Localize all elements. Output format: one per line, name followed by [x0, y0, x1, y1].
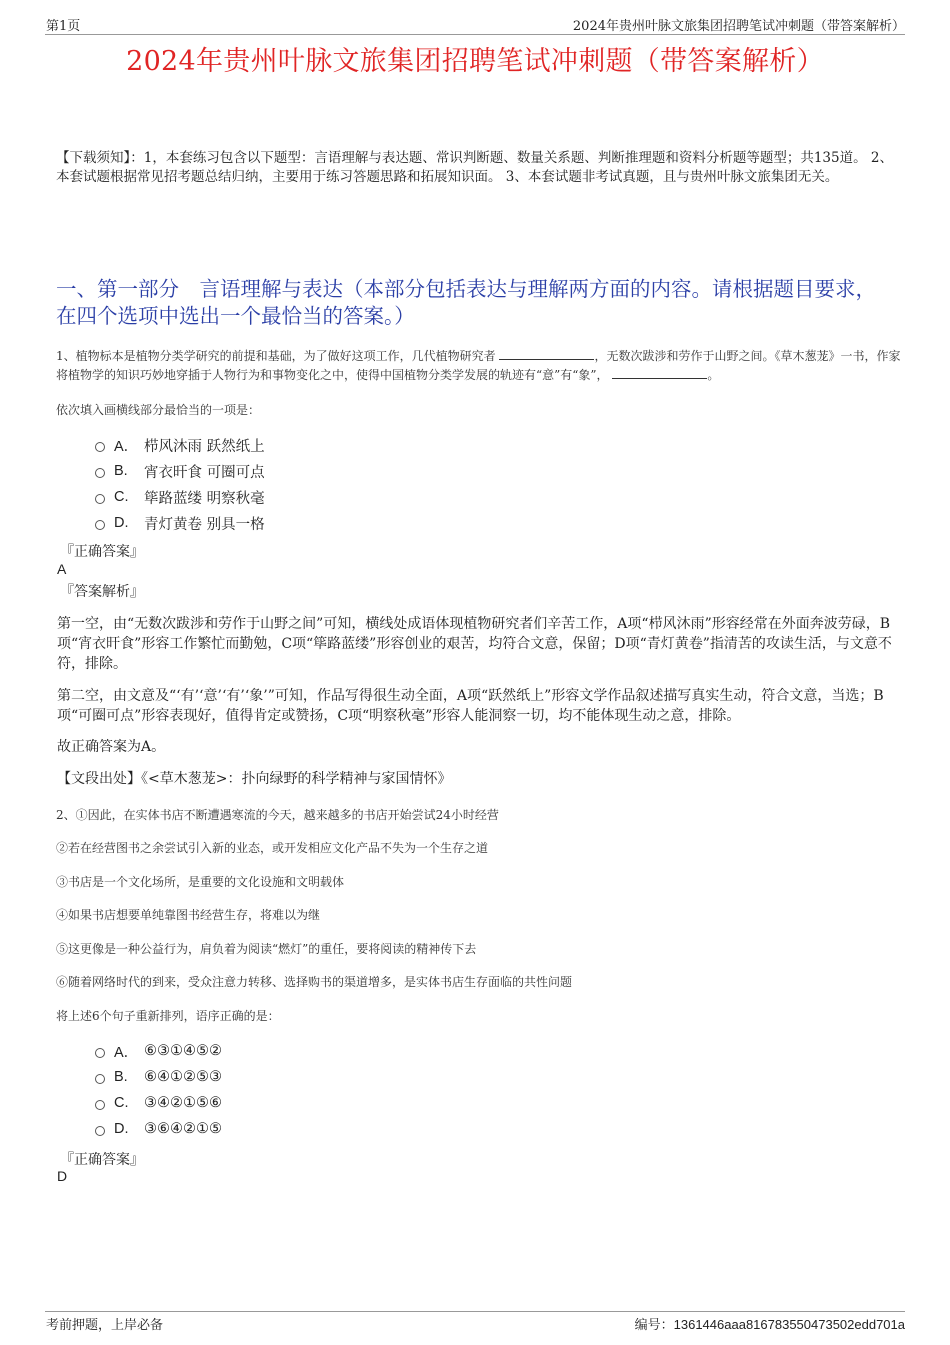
option-text: 栉风沐雨 跃然纸上: [144, 438, 265, 455]
q1-answer-label: 『正确答案』: [60, 544, 144, 560]
q1-prompt: 依次填入画横线部分最恰当的一项是：: [56, 403, 261, 417]
option-text: 青灯黄卷 别具一格: [144, 516, 265, 533]
q2-option-a[interactable]: [95, 1038, 222, 1064]
q1-options: [95, 432, 265, 536]
radio-icon[interactable]: [95, 468, 105, 478]
radio-icon[interactable]: [95, 494, 105, 504]
footer-slogan: 考前押题，上岸必备: [46, 1318, 164, 1333]
q2-prompt: 将上述6个句子重新排列，语序正确的是：: [56, 1009, 280, 1023]
option-letter: D.: [114, 1121, 129, 1137]
option-letter: B.: [114, 463, 128, 479]
q2-sentence-5: ⑤这更像是一种公益行为，肩负着为阅读“燃灯”的重任，要将阅读的精神传下去: [56, 942, 477, 956]
footer-code-value: 1361446aaa816783550473502edd701a: [673, 1317, 905, 1332]
q1-blank-2: [612, 365, 707, 379]
q2-options: [95, 1038, 222, 1142]
q1-analysis-1: 第一空，由“无数次跋涉和劳作于山野之间”可知，横线处成语体现植物研究者们辛苦工作，A项“栉风沐雨”形容经常在外面奔波劳碌，B项“宵衣旰食”形容工作繁忙而勤勉，C项“筚路蓝缕”形容创业的艰苦，均符合文意，保留；D项“青灯黄卷”指清苦的攻读生活，与文意不符，排除。: [57, 616, 892, 672]
q1-stem: [56, 346, 901, 384]
footer-code-label: 编号：: [634, 1318, 674, 1333]
radio-icon[interactable]: [95, 442, 105, 452]
download-notice: 【下载须知】：1，本套练习包含以下题型：言语理解与表达题、常识判断题、数量关系题、判断推理题和资料分析题等题型；共135道。 2、本套试题根据常见招考题总结归纳，主要用于练习答题思路和拓展知识面。 3、本套试题非考试真题，且与贵州叶脉文旅集团无关。: [56, 150, 893, 185]
q2-option-b[interactable]: [95, 1064, 222, 1090]
q1-stem-part-c: 。: [707, 368, 720, 382]
q1-option-a[interactable]: [95, 432, 265, 458]
q1-source: 【文段出处】《<草木葱茏>：扑向绿野的科学精神与家国情怀》: [57, 771, 452, 787]
q2-answer-label: 『正确答案』: [60, 1152, 144, 1168]
option-text: 筚路蓝缕 明察秋毫: [144, 490, 265, 507]
q1-conclusion: 故正确答案为A。: [57, 739, 166, 755]
q2-sentence-4: ④如果书店想要单纯靠图书经营生存，将难以为继: [56, 908, 321, 922]
radio-icon[interactable]: [95, 1048, 105, 1058]
section-title: 一、第一部分 言语理解与表达（本部分包括表达与理解两方面的内容。请根据题目要求，在四个选项中选出一个最恰当的答案。）: [56, 277, 876, 328]
option-text: ⑥③①④⑤②: [144, 1043, 222, 1059]
q1-option-b[interactable]: [95, 458, 265, 484]
option-letter: D.: [114, 515, 129, 531]
option-letter: A．: [114, 438, 139, 455]
page-number: 第1页: [46, 19, 81, 34]
q1-analysis-2: 第二空，由文意及“‘有’‘意’‘有’‘象’”可知，作品写得很生动全面，A项“跃然纸上”形容文学作品叙述描写真实生动，符合文意，当选；B项“可圈可点”形容表现好，值得肯定或赞扬，C项“明察秋毫”形容人能洞察一切，均不能体现生动之意，排除。: [57, 688, 884, 724]
q2-answer: D: [57, 1168, 68, 1184]
q1-stem-part-a: 1、植物标本是植物分类学研究的前提和基础，为了做好这项工作，几代植物研究者: [56, 349, 496, 363]
q1-option-c[interactable]: [95, 484, 265, 510]
option-text: ③⑥④②①⑤: [144, 1121, 222, 1137]
q2-sentence-1: 2、①因此，在实体书店不断遭遇寒流的今天，越来越多的书店开始尝试24小时经营: [56, 808, 499, 822]
q1-answer: A: [57, 561, 67, 577]
option-letter: C.: [114, 489, 129, 505]
q1-stem-part-b: ，无数次跋涉和劳作于山野之间。《草木葱茏》一书，作家将植物学的知识巧妙地穿插于人物行为和事物变化之中，使得中国植物分类学发展的轨迹有“意”有“象”，: [56, 349, 901, 382]
footer-code: [635, 1314, 905, 1333]
option-letter: A．: [114, 1044, 139, 1061]
q2-sentence-2: ②若在经营图书之余尝试引入新的业态，或开发相应文化产品不失为一个生存之道: [56, 841, 489, 855]
radio-icon[interactable]: [95, 520, 105, 530]
option-text: 宵衣旰食 可圈可点: [144, 464, 265, 481]
option-letter: C.: [114, 1095, 129, 1111]
header-divider: [45, 34, 905, 35]
q2-sentence-3: ③书店是一个文化场所，是重要的文化设施和文明载体: [56, 875, 345, 889]
radio-icon[interactable]: [95, 1074, 105, 1084]
option-text: ⑥④①②⑤③: [144, 1069, 222, 1085]
q2-sentence-6: ⑥随着网络时代的到来，受众注意力转移、选择购书的渠道增多，是实体书店生存面临的共性问题: [56, 975, 573, 989]
page-title: 2024年贵州叶脉文旅集团招聘笔试冲刺题（带答案解析）: [126, 46, 824, 77]
q1-analysis-label: 『答案解析』: [60, 584, 144, 600]
footer-divider: [45, 1311, 905, 1312]
option-text: ③④②①⑤⑥: [144, 1095, 222, 1111]
radio-icon[interactable]: [95, 1126, 105, 1136]
option-letter: B.: [114, 1069, 128, 1085]
q2-option-d[interactable]: [95, 1116, 222, 1142]
radio-icon[interactable]: [95, 1100, 105, 1110]
q1-blank-1: [499, 346, 594, 360]
q1-option-d[interactable]: [95, 510, 265, 536]
header-doc-title: 2024年贵州叶脉文旅集团招聘笔试冲刺题（带答案解析）: [572, 19, 905, 34]
q2-option-c[interactable]: [95, 1090, 222, 1116]
